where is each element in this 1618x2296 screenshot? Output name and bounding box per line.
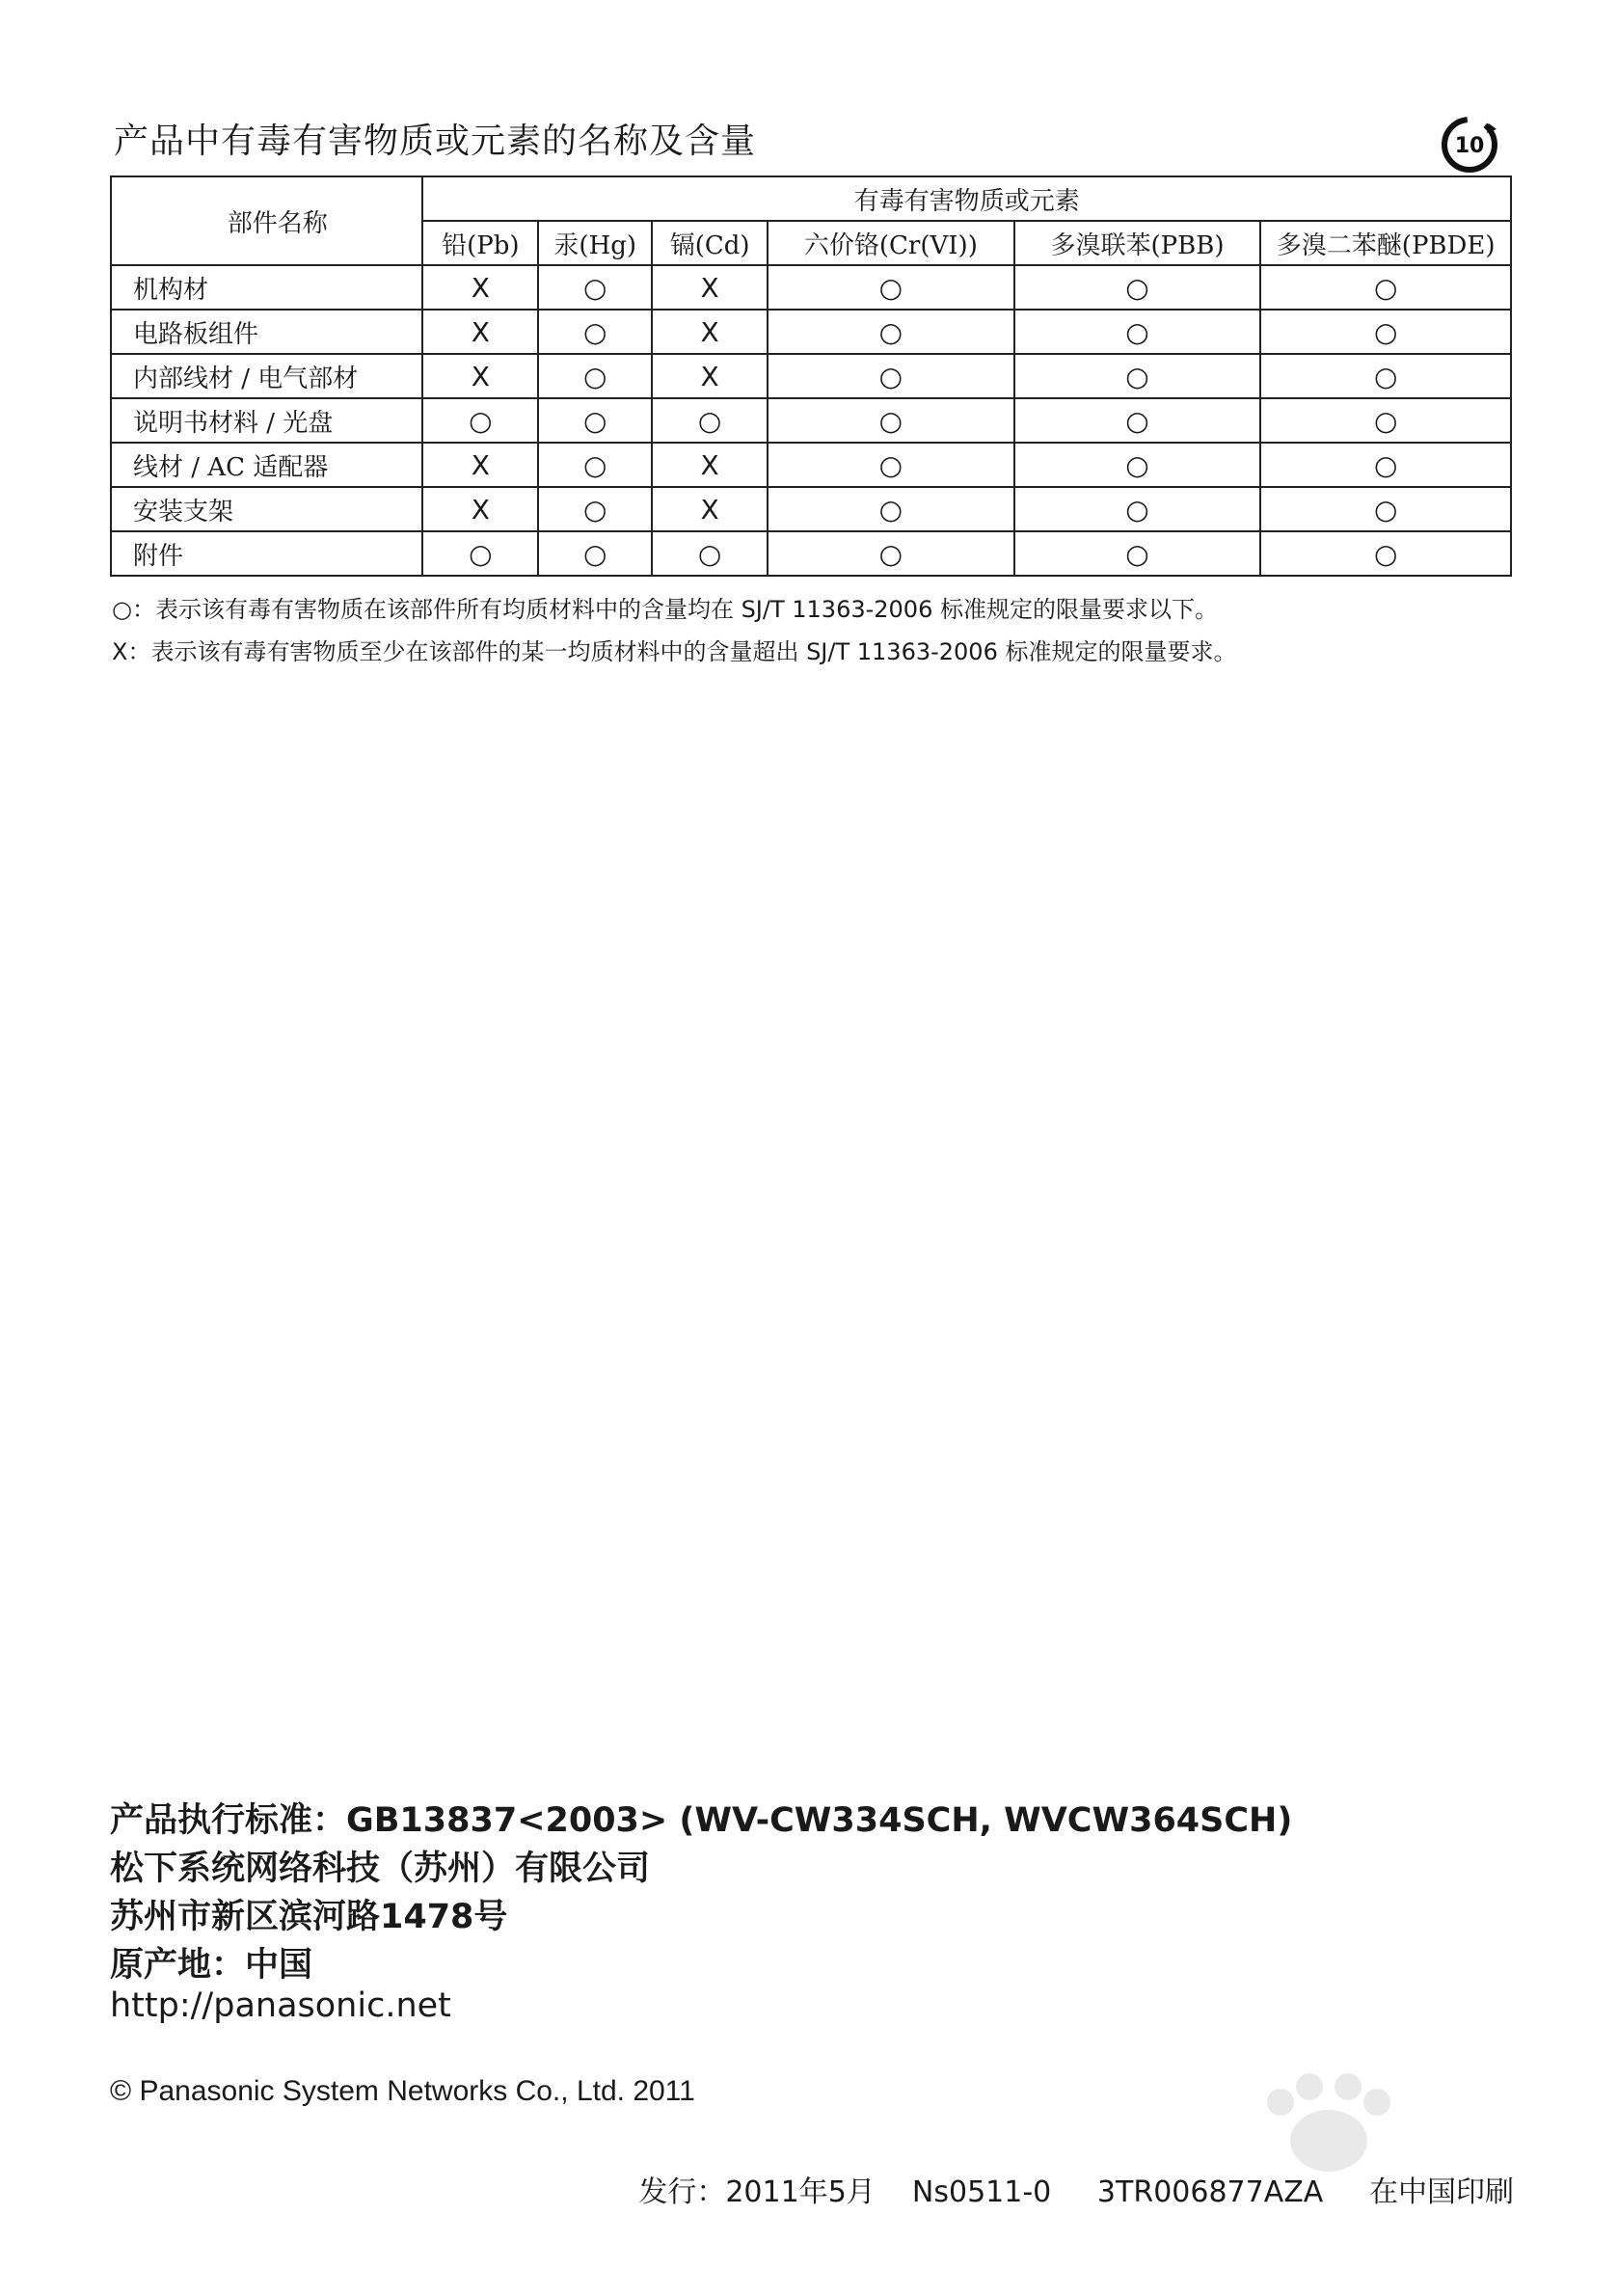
part-name-cell: 机构材 [111, 265, 422, 310]
substance-mark-cell: ○ [538, 265, 652, 310]
substance-group-header: 有毒有害物质或元素 [422, 176, 1511, 221]
substance-mark-cell: ○ [1014, 398, 1261, 443]
part-name-cell: 说明书材料 / 光盘 [111, 398, 422, 443]
legend-x-note: X：表示该有毒有害物质至少在该部件的某一均质材料中的含量超出 SJ/T 11363-2006 标准规定的限量要求。 [112, 638, 1237, 665]
substance-mark-cell: ○ [538, 443, 652, 487]
substance-mark-cell: X [652, 265, 768, 310]
substance-mark-cell: ○ [1014, 265, 1261, 310]
substance-mark-cell: X [422, 487, 538, 531]
substance-mark-cell: ○ [538, 398, 652, 443]
table-row [111, 398, 1511, 443]
page-title: 产品中有毒有害物质或元素的名称及含量 [114, 122, 757, 161]
substance-header: 多溴二苯醚(PBDE) [1260, 221, 1511, 265]
substance-mark-cell: X [422, 265, 538, 310]
substance-mark-cell: ○ [422, 398, 538, 443]
substance-mark-cell: X [652, 354, 768, 398]
baidu-watermark-icon [1146, 2073, 1512, 2266]
substance-mark-cell: ○ [1014, 487, 1261, 531]
substance-mark-cell: ○ [1260, 354, 1511, 398]
company-address: 苏州市新区滨河路1478号 [110, 1898, 508, 1936]
substance-mark-cell: ○ [1260, 531, 1511, 576]
table-row [111, 310, 1511, 354]
substance-mark-cell: ○ [1014, 531, 1261, 576]
substance-header: 镉(Cd) [652, 221, 768, 265]
substance-mark-cell: ○ [768, 398, 1014, 443]
issue-info: 发行：2011年5月 Ns0511-0 3TR006877AZA 在中国印刷 [638, 2175, 1514, 2209]
substance-mark-cell: ○ [538, 531, 652, 576]
hazardous-substances-table [110, 176, 1512, 577]
table-row [111, 531, 1511, 576]
substance-mark-cell: ○ [1260, 443, 1511, 487]
table-body [111, 265, 1511, 576]
part-name-header: 部件名称 [111, 176, 422, 265]
substance-mark-cell: ○ [538, 487, 652, 531]
substance-mark-cell: ○ [768, 443, 1014, 487]
substance-mark-cell: ○ [652, 531, 768, 576]
substance-header: 六价铬(Cr(VI)) [768, 221, 1014, 265]
part-name-cell: 安装支架 [111, 487, 422, 531]
product-standard: 产品执行标准：GB13837<2003> (WV-CW334SCH, WVCW364SCH) [110, 1801, 1293, 1840]
substance-mark-cell: X [422, 354, 538, 398]
legend-circle-note: ○：表示该有毒有害物质在该部件所有均质材料中的含量均在 SJ/T 11363-2006 标准规定的限量要求以下。 [112, 596, 1218, 623]
substance-mark-cell: ○ [422, 531, 538, 576]
substance-mark-cell: ○ [1014, 310, 1261, 354]
copyright: © Panasonic System Networks Co., Ltd. 2011 [110, 2075, 695, 2107]
substance-mark-cell: ○ [768, 265, 1014, 310]
rohs-10-logo-icon [1441, 116, 1498, 174]
substance-mark-cell: X [422, 310, 538, 354]
substance-mark-cell: ○ [652, 398, 768, 443]
table-row [111, 487, 1511, 531]
substance-header: 铅(Pb) [422, 221, 538, 265]
rohs-logo-number: 10 [1454, 134, 1485, 158]
table-row [111, 354, 1511, 398]
substance-mark-cell: ○ [1260, 487, 1511, 531]
substance-mark-cell: ○ [538, 354, 652, 398]
substance-mark-cell: ○ [768, 531, 1014, 576]
substance-mark-cell: ○ [1260, 265, 1511, 310]
substance-mark-cell: X [422, 443, 538, 487]
substance-mark-cell: ○ [538, 310, 652, 354]
table-row [111, 265, 1511, 310]
company-name: 松下系统网络科技（苏州）有限公司 [110, 1850, 651, 1888]
substance-mark-cell: ○ [1260, 398, 1511, 443]
substance-mark-cell: X [652, 443, 768, 487]
part-name-cell: 电路板组件 [111, 310, 422, 354]
country-of-origin: 原产地：中国 [110, 1946, 313, 1985]
substance-mark-cell: ○ [1014, 354, 1261, 398]
part-name-cell: 附件 [111, 531, 422, 576]
substance-header: 汞(Hg) [538, 221, 652, 265]
substance-mark-cell: X [652, 310, 768, 354]
substance-mark-cell: ○ [1014, 443, 1261, 487]
website-link[interactable]: http://panasonic.net [110, 1986, 451, 2025]
table-row [111, 443, 1511, 487]
part-name-cell: 内部线材 / 电气部材 [111, 354, 422, 398]
substance-mark-cell: ○ [768, 487, 1014, 531]
substance-mark-cell: X [652, 487, 768, 531]
part-name-cell: 线材 / AC 适配器 [111, 443, 422, 487]
substance-mark-cell: ○ [768, 354, 1014, 398]
substance-mark-cell: ○ [1260, 310, 1511, 354]
substance-header: 多溴联苯(PBB) [1014, 221, 1261, 265]
substance-mark-cell: ○ [768, 310, 1014, 354]
